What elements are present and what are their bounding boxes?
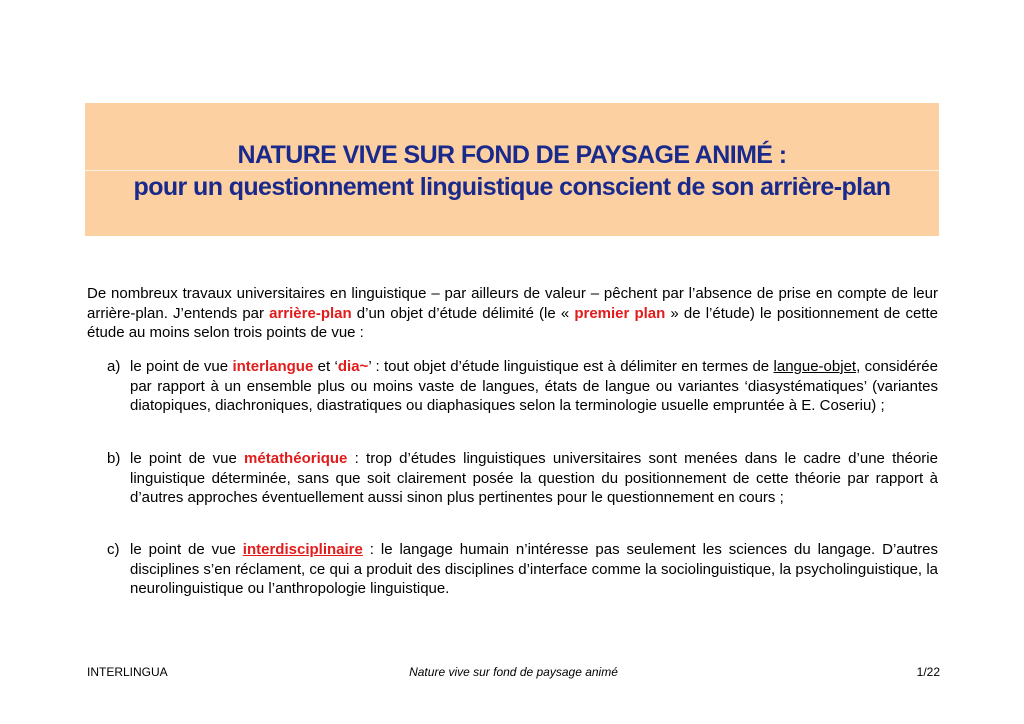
page-number: 1/22 [916,665,940,679]
page-footer [87,665,940,681]
item-text: , considérée par rapport à un ensemble plus ou moins vaste de langues, états de langue ou variantes ‘diasystématiques’ (variantes diatopiques, diachroniques, diastratiques ou diaphasiques selon la terminologie usuelle empruntée à E. Coseriu) ; [130,358,938,414]
intro-text-1: De nombreux travaux universitaires en linguistique – par ailleurs de valeur – pêchent par l’absence de prise en compte de leur arrière-plan. J’entends par [87,285,938,322]
item-text: le point de vue [130,450,245,467]
title-banner [85,103,939,236]
term-langue-objet: langue-objet [773,358,857,375]
document-title: NATURE VIVE SUR FOND DE PAYSAGE ANIMÉ : [237,141,787,169]
footer-running-title: Nature vive sur fond de paysage animé [409,665,618,679]
term-metatheorique: métathéorique [244,450,348,467]
list-marker: b) [107,450,121,467]
list-item-text [130,540,938,599]
item-text: : trop d’études linguistiques universitaires sont menées dans le cadre d’une théorie linguistique déterminée, sans que soit clairement posée la question du positionnement de cette théorie par rapport à d’autres approches éventuellement aussi sinon plus pertinentes pour le questionnement en cours ; [130,450,938,506]
intro-text-2: d’un objet d’étude délimité (le « [351,304,575,322]
term-dia: dia~ [337,358,369,375]
item-text: le point de vue [130,358,233,375]
footer-journal: INTERLINGUA [87,665,168,679]
item-text: le point de vue [130,541,243,558]
list-item-text [130,357,938,416]
document-subtitle: pour un questionnement linguistique conscient de son arrière-plan [133,173,891,201]
term-arriere-plan: arrière-plan [269,304,352,322]
list-marker: c) [107,541,120,558]
list-marker: a) [107,358,121,375]
item-text: et ‘ [313,358,338,375]
intro-paragraph [87,284,938,343]
list-item-text [130,449,938,508]
item-text: : le langage humain n’intéresse pas seulement les sciences du langage. D’autres disciplines s’en réclament, ce qui a produit des disciplines d’interface comme la sociolinguistique, la psycholinguistique, la neurolinguistique ou l’anthropologie linguistique. [130,541,938,597]
term-premier-plan: premier plan [574,304,666,322]
term-interdisciplinaire: interdisciplinaire [242,541,363,558]
intro-text-3: » de l’étude) le positionnement de cette étude au moins selon trois points de vue : [87,304,938,341]
title-divider [85,170,939,171]
item-text: ’ : tout objet d’étude linguistique est à délimiter en termes de [368,358,774,375]
term-interlangue: interlangue [232,358,314,375]
